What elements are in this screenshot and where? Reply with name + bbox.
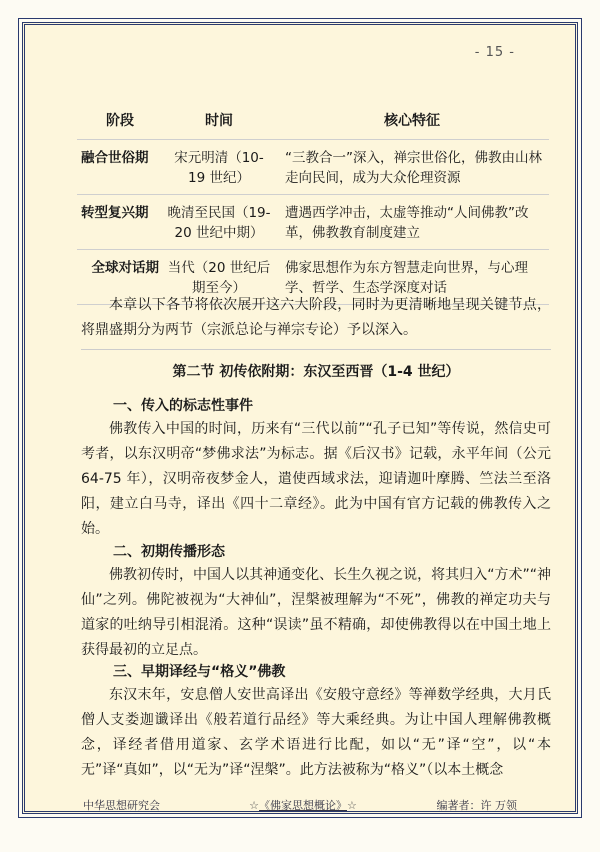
table-cell-feature: 遭遇西学冲击，太虚等推动“人间佛教”改革，佛教教育制度建立: [275, 195, 549, 250]
table-cell-feature: 佛家思想作为东方智慧走向世界，与心理学、哲学、生态学深度对话: [275, 250, 549, 305]
table-cell-stage: 融合世俗期: [77, 140, 163, 195]
stages-table: [77, 105, 549, 305]
table-header-time: 时间: [163, 105, 275, 140]
table-cell-stage: 转型复兴期: [77, 195, 163, 250]
book-title-link[interactable]: 《佛家思想概论》: [259, 799, 347, 812]
section-title: 第二节 初传依附期：东汉至西晋（1-4 世纪）: [172, 364, 460, 380]
page-number: - 15 -: [474, 45, 515, 60]
subsection-heading: 一、传入的标志性事件: [113, 398, 253, 414]
subsection-heading: 二、初期传播形态: [113, 544, 225, 560]
table-cell-time: 晚清至民国（19-20 世纪中期）: [163, 195, 275, 250]
page: [22, 22, 578, 814]
table-cell-feature: “三教合一”深入，禅宗世俗化，佛教由山林走向民间，成为大众伦理资源: [275, 140, 549, 195]
star-icon: ☆: [249, 799, 259, 812]
subsection-body: 东汉末年，安息僧人安世高译出《安般守意经》等禅数学经典，大月氏僧人支娄迦谶译出《般若道行品经》等大乘经典。为让中国人理解佛教概念，译经者借用道家、玄学术语进行比配，如以“无”译“空”，以“本无”译“真如”，以“无为”译“涅槃”。此方法被称为“格义”（以本土概念: [81, 687, 551, 778]
star-icon: ☆: [347, 799, 357, 812]
table-header-row: [77, 105, 549, 140]
subsection-heading: 三、早期译经与“格义”佛教: [113, 664, 286, 680]
footer-author: 编著者：许 万领: [436, 799, 517, 812]
intro-paragraph: 本章以下各节将依次展开这六大阶段，同时为更清晰地呈现关键节点，将鼎盛期分为两节（宗派总论与禅宗专论）予以深入。: [81, 297, 551, 338]
section-divider: [81, 349, 551, 350]
table-cell-time: 宋元明清（10-19 世纪）: [163, 140, 275, 195]
table-row: [77, 140, 549, 195]
table-header-stage: 阶段: [77, 105, 163, 140]
table-row: [77, 195, 549, 250]
table-cell-time: 当代（20 世纪后期至今）: [163, 250, 275, 305]
subsection-body: 佛教传入中国的时间，历来有“三代以前”“孔子已知”等传说，然信史可考者，以东汉明帝“梦佛求法”为标志。据《后汉书》记载，永平年间（公元 64-75 年），汉明帝夜梦金人，遣使西域求法，迎请迦叶摩腾、竺法兰至洛阳，建立白马寺，译出《四十二章经》。此为中国有官方记载的佛教传入之始。: [81, 421, 551, 537]
table-cell-stage: 全球对话期: [77, 250, 163, 305]
footer-organization: 中华思想研究会: [83, 799, 160, 812]
subsection-body: 佛教初传时，中国人以其神通变化、长生久视之说，将其归入“方术”“神仙”之列。佛陀被视为“大神仙”，涅槃被理解为“不死”，佛教的禅定功夫与道家的吐纳导引相混淆。这种“误读”虽不精确，却使佛教得以在中国土地上获得最初的立足点。: [81, 567, 551, 658]
table-header-feature: 核心特征: [275, 105, 549, 140]
